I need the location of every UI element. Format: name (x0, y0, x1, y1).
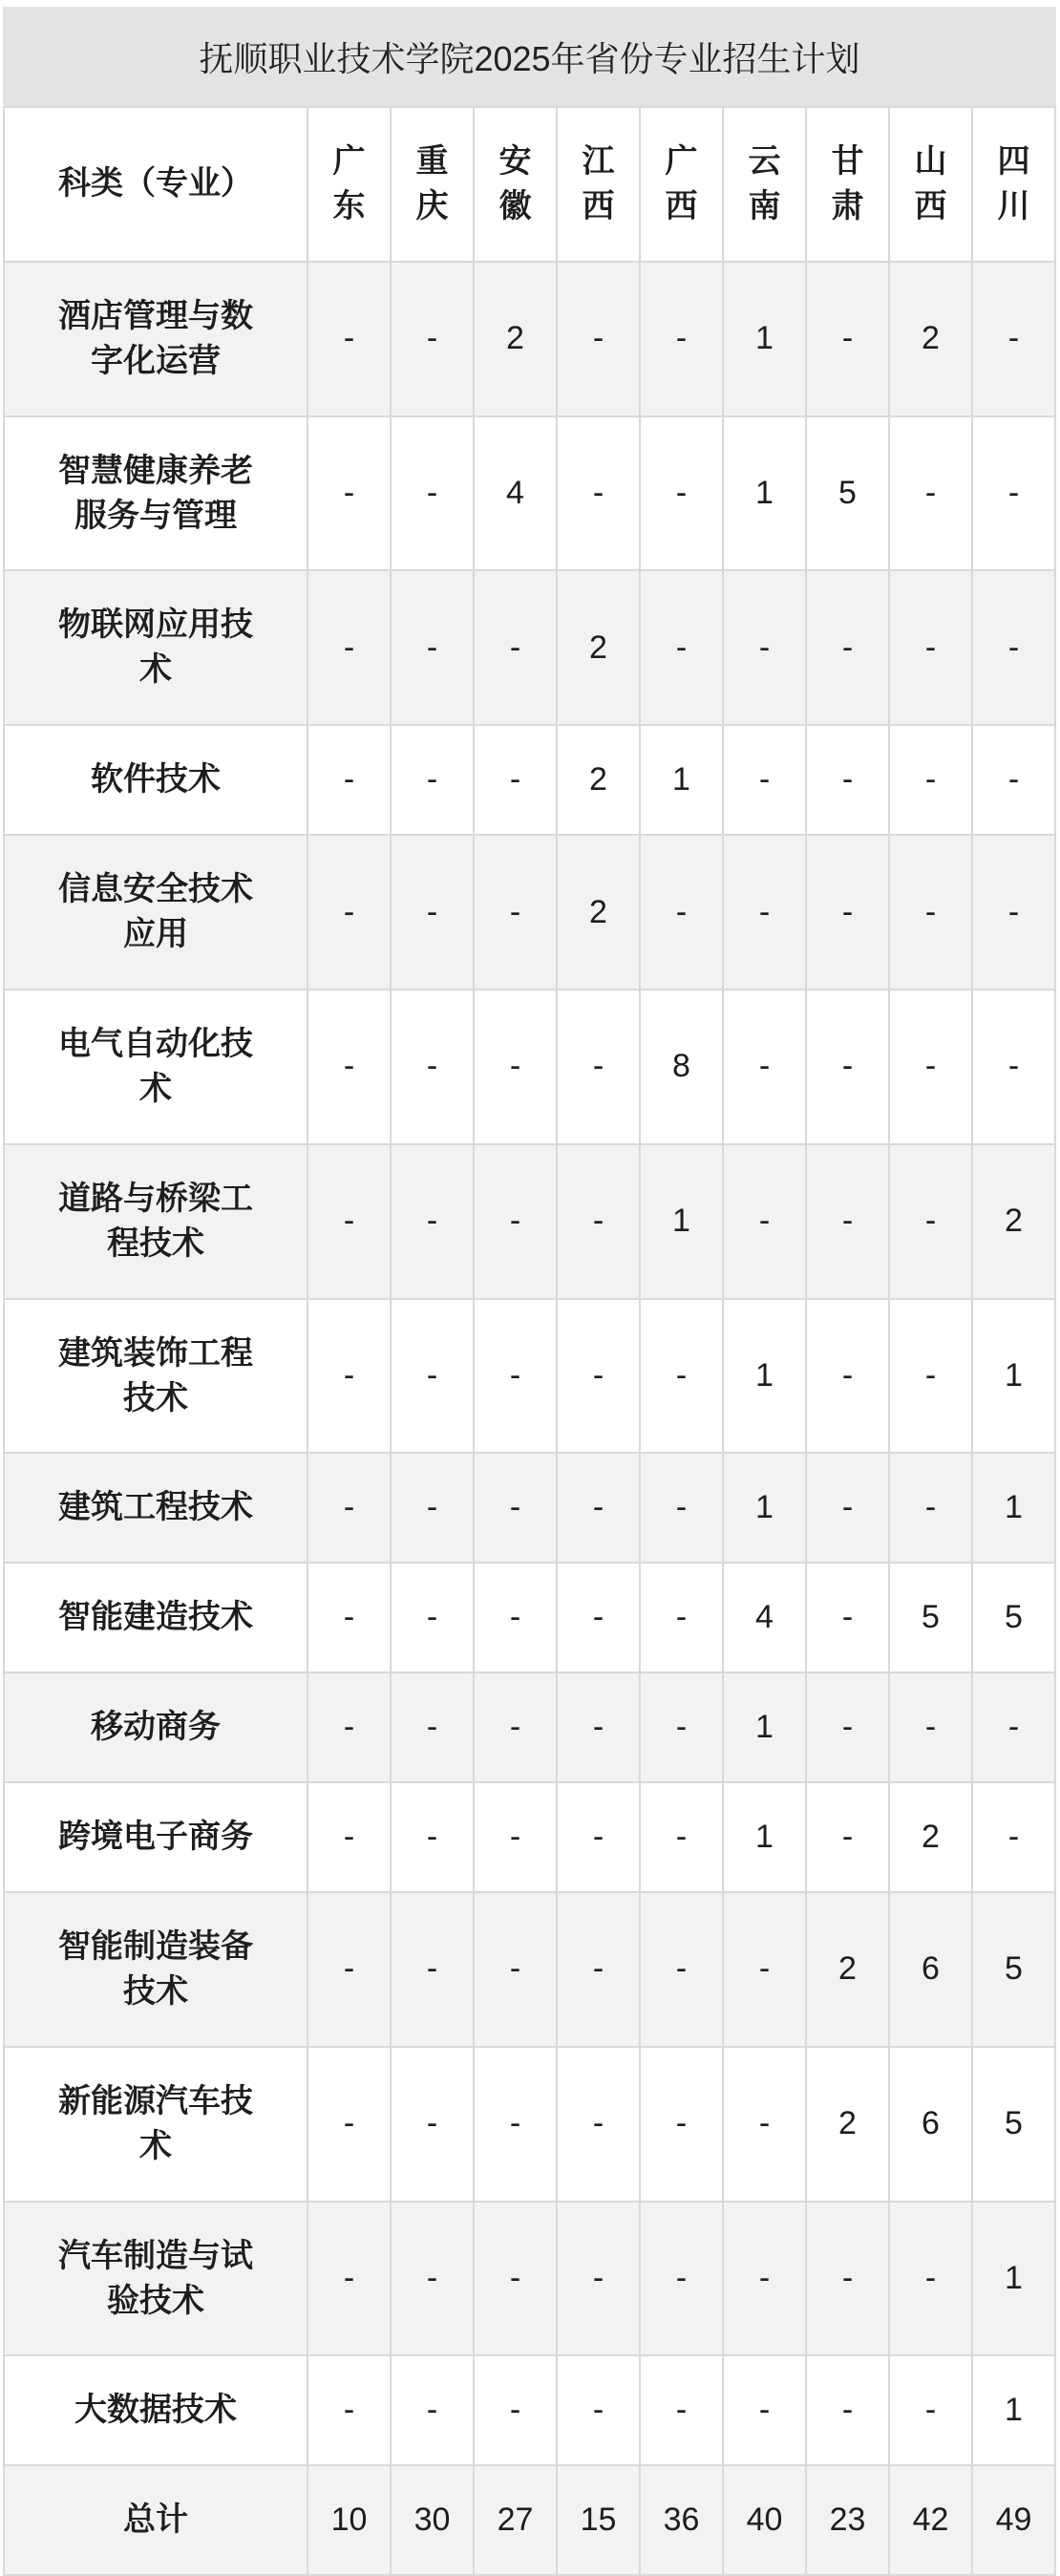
value-cell: - (307, 262, 391, 416)
value-cell: 1 (723, 1299, 806, 1454)
value-cell: - (640, 1892, 723, 2047)
value-cell: 2 (557, 570, 640, 725)
value-cell: - (889, 2355, 972, 2465)
value-cell: - (806, 1299, 889, 1454)
value-cell: 2 (972, 1144, 1055, 1299)
value-cell: - (889, 1144, 972, 1299)
value-cell: - (307, 1672, 391, 1782)
value-cell: - (391, 2202, 474, 2356)
value-cell: 42 (889, 2465, 972, 2575)
corner-header (4, 107, 307, 262)
value-cell: 2 (806, 2047, 889, 2202)
value-cell: 30 (391, 2465, 474, 2575)
value-cell: - (391, 725, 474, 835)
value-cell: 2 (889, 1782, 972, 1892)
page-title: 抚顺职业技术学院2025年省份专业招生计划 (3, 7, 1056, 106)
table-row (4, 262, 1055, 416)
major-label-cell (4, 1782, 307, 1892)
value-cell: - (889, 2202, 972, 2356)
table-row (4, 2355, 1055, 2465)
major-label-cell (4, 1453, 307, 1563)
value-cell: - (391, 1782, 474, 1892)
value-cell: 5 (972, 2047, 1055, 2202)
value-cell: - (640, 416, 723, 571)
major-label: 道路与桥梁工程技术 (58, 1180, 253, 1262)
major-label: 信息安全技术应用 (58, 871, 253, 953)
value-cell: - (640, 2355, 723, 2465)
major-label: 智慧健康养老服务与管理 (58, 452, 253, 534)
value-cell: - (806, 1563, 889, 1672)
value-cell: 1 (640, 1144, 723, 1299)
value-cell: - (640, 1782, 723, 1892)
value-cell: 1 (972, 2202, 1055, 2356)
major-label: 软件技术 (91, 761, 221, 798)
value-cell: 1 (972, 2355, 1055, 2465)
table-body (4, 262, 1055, 2575)
value-cell: - (640, 1563, 723, 1672)
value-cell: - (391, 416, 474, 571)
value-cell: - (307, 1892, 391, 2047)
table-row (4, 1453, 1055, 1563)
value-cell: - (391, 570, 474, 725)
value-cell: - (391, 990, 474, 1144)
value-cell: - (640, 262, 723, 416)
value-cell: - (640, 2047, 723, 2202)
province-header-chongqing: 重庆 (391, 107, 474, 262)
value-cell: 1 (723, 1453, 806, 1563)
province-header-anhui: 安徽 (474, 107, 557, 262)
value-cell: - (391, 1892, 474, 2047)
major-label-cell (4, 570, 307, 725)
value-cell: 8 (640, 990, 723, 1144)
value-cell: - (557, 1782, 640, 1892)
value-cell: - (474, 570, 557, 725)
major-label: 电气自动化技术 (58, 1025, 253, 1107)
major-label-cell (4, 990, 307, 1144)
value-cell: - (723, 2202, 806, 2356)
value-cell: - (723, 835, 806, 990)
major-label-cell (4, 2047, 307, 2202)
value-cell: 2 (474, 262, 557, 416)
value-cell: - (806, 1672, 889, 1782)
value-cell: - (889, 990, 972, 1144)
value-cell: 6 (889, 1892, 972, 2047)
value-cell: 2 (889, 262, 972, 416)
table-row (4, 1144, 1055, 1299)
value-cell: 1 (723, 1782, 806, 1892)
value-cell: - (307, 2047, 391, 2202)
value-cell: - (474, 2047, 557, 2202)
value-cell: - (307, 570, 391, 725)
value-cell: - (640, 1453, 723, 1563)
table-row (4, 1782, 1055, 1892)
value-cell: 1 (723, 416, 806, 571)
major-label: 移动商务 (91, 1709, 221, 1746)
value-cell: - (640, 835, 723, 990)
value-cell: - (474, 1892, 557, 2047)
province-header-gansu: 甘肃 (806, 107, 889, 262)
province-header-yunnan: 云南 (723, 107, 806, 262)
value-cell: - (640, 2202, 723, 2356)
value-cell: - (889, 570, 972, 725)
table-row (4, 2047, 1055, 2202)
value-cell: 5 (889, 1563, 972, 1672)
value-cell: - (391, 1672, 474, 1782)
value-cell: - (307, 725, 391, 835)
value-cell: - (474, 2202, 557, 2356)
value-cell: 15 (557, 2465, 640, 2575)
value-cell: - (307, 1563, 391, 1672)
value-cell: - (889, 725, 972, 835)
value-cell: - (557, 1299, 640, 1454)
value-cell: 4 (723, 1563, 806, 1672)
enrollment-plan-table (3, 106, 1056, 2576)
value-cell: - (557, 1563, 640, 1672)
value-cell: - (640, 1672, 723, 1782)
value-cell: - (474, 1563, 557, 1672)
value-cell: 1 (723, 1672, 806, 1782)
major-label-cell (4, 1892, 307, 2047)
value-cell: - (806, 835, 889, 990)
value-cell: - (557, 2202, 640, 2356)
major-label: 建筑装饰工程技术 (58, 1334, 253, 1416)
value-cell: 5 (972, 1892, 1055, 2047)
value-cell: - (723, 2047, 806, 2202)
value-cell: - (307, 835, 391, 990)
value-cell: - (557, 1144, 640, 1299)
value-cell: - (307, 1144, 391, 1299)
value-cell: 36 (640, 2465, 723, 2575)
corner-header-label: 科类（专业） (58, 165, 253, 202)
value-cell: - (557, 416, 640, 571)
value-cell: - (557, 2355, 640, 2465)
value-cell: - (391, 2355, 474, 2465)
value-cell: - (307, 2355, 391, 2465)
major-label: 汽车制造与试验技术 (58, 2237, 253, 2319)
value-cell: - (972, 570, 1055, 725)
value-cell: - (307, 2202, 391, 2356)
value-cell: - (723, 725, 806, 835)
value-cell: - (391, 1453, 474, 1563)
value-cell: - (972, 262, 1055, 416)
value-cell: - (806, 262, 889, 416)
value-cell: - (474, 835, 557, 990)
value-cell: 23 (806, 2465, 889, 2575)
value-cell: 1 (972, 1299, 1055, 1454)
value-cell: - (889, 416, 972, 571)
table-row (4, 416, 1055, 571)
major-label: 智能制造装备技术 (58, 1928, 253, 2010)
province-header-guangdong: 广东 (307, 107, 391, 262)
value-cell: - (640, 570, 723, 725)
value-cell: - (307, 1299, 391, 1454)
value-cell: - (972, 990, 1055, 1144)
value-cell: 2 (557, 835, 640, 990)
value-cell: - (557, 262, 640, 416)
province-header-shanxi: 山西 (889, 107, 972, 262)
major-label-cell (4, 262, 307, 416)
value-cell: - (723, 570, 806, 725)
major-label: 物联网应用技术 (58, 607, 253, 689)
major-label-cell (4, 2465, 307, 2575)
province-header-sichuan: 四川 (972, 107, 1055, 262)
value-cell: - (972, 725, 1055, 835)
value-cell: - (723, 990, 806, 1144)
table-row (4, 1299, 1055, 1454)
value-cell: 1 (723, 262, 806, 416)
value-cell: - (557, 2047, 640, 2202)
value-cell: 40 (723, 2465, 806, 2575)
value-cell: - (806, 1453, 889, 1563)
value-cell: - (307, 1453, 391, 1563)
value-cell: - (474, 1144, 557, 1299)
value-cell: - (307, 990, 391, 1144)
value-cell: - (889, 1453, 972, 1563)
value-cell: - (391, 2047, 474, 2202)
value-cell: - (889, 1672, 972, 1782)
value-cell: - (806, 725, 889, 835)
total-row (4, 2465, 1055, 2575)
value-cell: - (391, 1563, 474, 1672)
value-cell: - (806, 2355, 889, 2465)
value-cell: - (806, 990, 889, 1144)
value-cell: - (972, 416, 1055, 571)
value-cell: - (474, 1299, 557, 1454)
value-cell: 5 (972, 1563, 1055, 1672)
value-cell: 2 (557, 725, 640, 835)
value-cell: - (806, 2202, 889, 2356)
value-cell: - (972, 1782, 1055, 1892)
major-label: 新能源汽车技术 (58, 2082, 253, 2164)
value-cell: - (474, 2355, 557, 2465)
table-row (4, 570, 1055, 725)
value-cell: 10 (307, 2465, 391, 2575)
value-cell: - (474, 1782, 557, 1892)
province-header-jiangxi: 江西 (557, 107, 640, 262)
value-cell: - (723, 2355, 806, 2465)
value-cell: 6 (889, 2047, 972, 2202)
value-cell: - (972, 1672, 1055, 1782)
value-cell: - (474, 1672, 557, 1782)
table-row (4, 725, 1055, 835)
value-cell: 4 (474, 416, 557, 571)
major-label-cell (4, 1299, 307, 1454)
table-row (4, 2202, 1055, 2356)
table-row (4, 1563, 1055, 1672)
value-cell: - (889, 1299, 972, 1454)
major-label-cell (4, 1144, 307, 1299)
major-label: 智能建造技术 (58, 1599, 253, 1636)
value-cell: 5 (806, 416, 889, 571)
province-header-guangxi: 广西 (640, 107, 723, 262)
value-cell: - (723, 1144, 806, 1299)
value-cell: - (640, 1299, 723, 1454)
value-cell: 27 (474, 2465, 557, 2575)
value-cell: - (806, 1782, 889, 1892)
major-label: 跨境电子商务 (58, 1819, 253, 1856)
table-row (4, 1672, 1055, 1782)
value-cell: - (972, 835, 1055, 990)
major-label-cell (4, 2355, 307, 2465)
value-cell: - (307, 1782, 391, 1892)
value-cell: - (391, 262, 474, 416)
major-label-cell (4, 725, 307, 835)
major-label-cell (4, 1563, 307, 1672)
value-cell: 49 (972, 2465, 1055, 2575)
value-cell: - (474, 725, 557, 835)
value-cell: - (391, 1299, 474, 1454)
header-row (4, 107, 1055, 262)
major-label: 建筑工程技术 (58, 1489, 253, 1526)
value-cell: - (557, 1672, 640, 1782)
value-cell: - (391, 835, 474, 990)
major-label-cell (4, 835, 307, 990)
table-row (4, 1892, 1055, 2047)
value-cell: - (557, 1892, 640, 2047)
major-label: 大数据技术 (74, 2392, 237, 2429)
value-cell: - (889, 835, 972, 990)
major-label-cell (4, 2202, 307, 2356)
major-label: 总计 (123, 2501, 188, 2539)
table-row (4, 990, 1055, 1144)
value-cell: - (307, 416, 391, 571)
value-cell: 1 (640, 725, 723, 835)
value-cell: 1 (972, 1453, 1055, 1563)
value-cell: - (391, 1144, 474, 1299)
value-cell: - (474, 990, 557, 1144)
table-row (4, 835, 1055, 990)
major-label-cell (4, 1672, 307, 1782)
value-cell: - (557, 990, 640, 1144)
value-cell: - (474, 1453, 557, 1563)
value-cell: - (806, 1144, 889, 1299)
value-cell: - (723, 1892, 806, 2047)
value-cell: - (806, 570, 889, 725)
major-label-cell (4, 416, 307, 571)
value-cell: - (557, 1453, 640, 1563)
value-cell: 2 (806, 1892, 889, 2047)
major-label: 酒店管理与数字化运营 (58, 297, 253, 379)
